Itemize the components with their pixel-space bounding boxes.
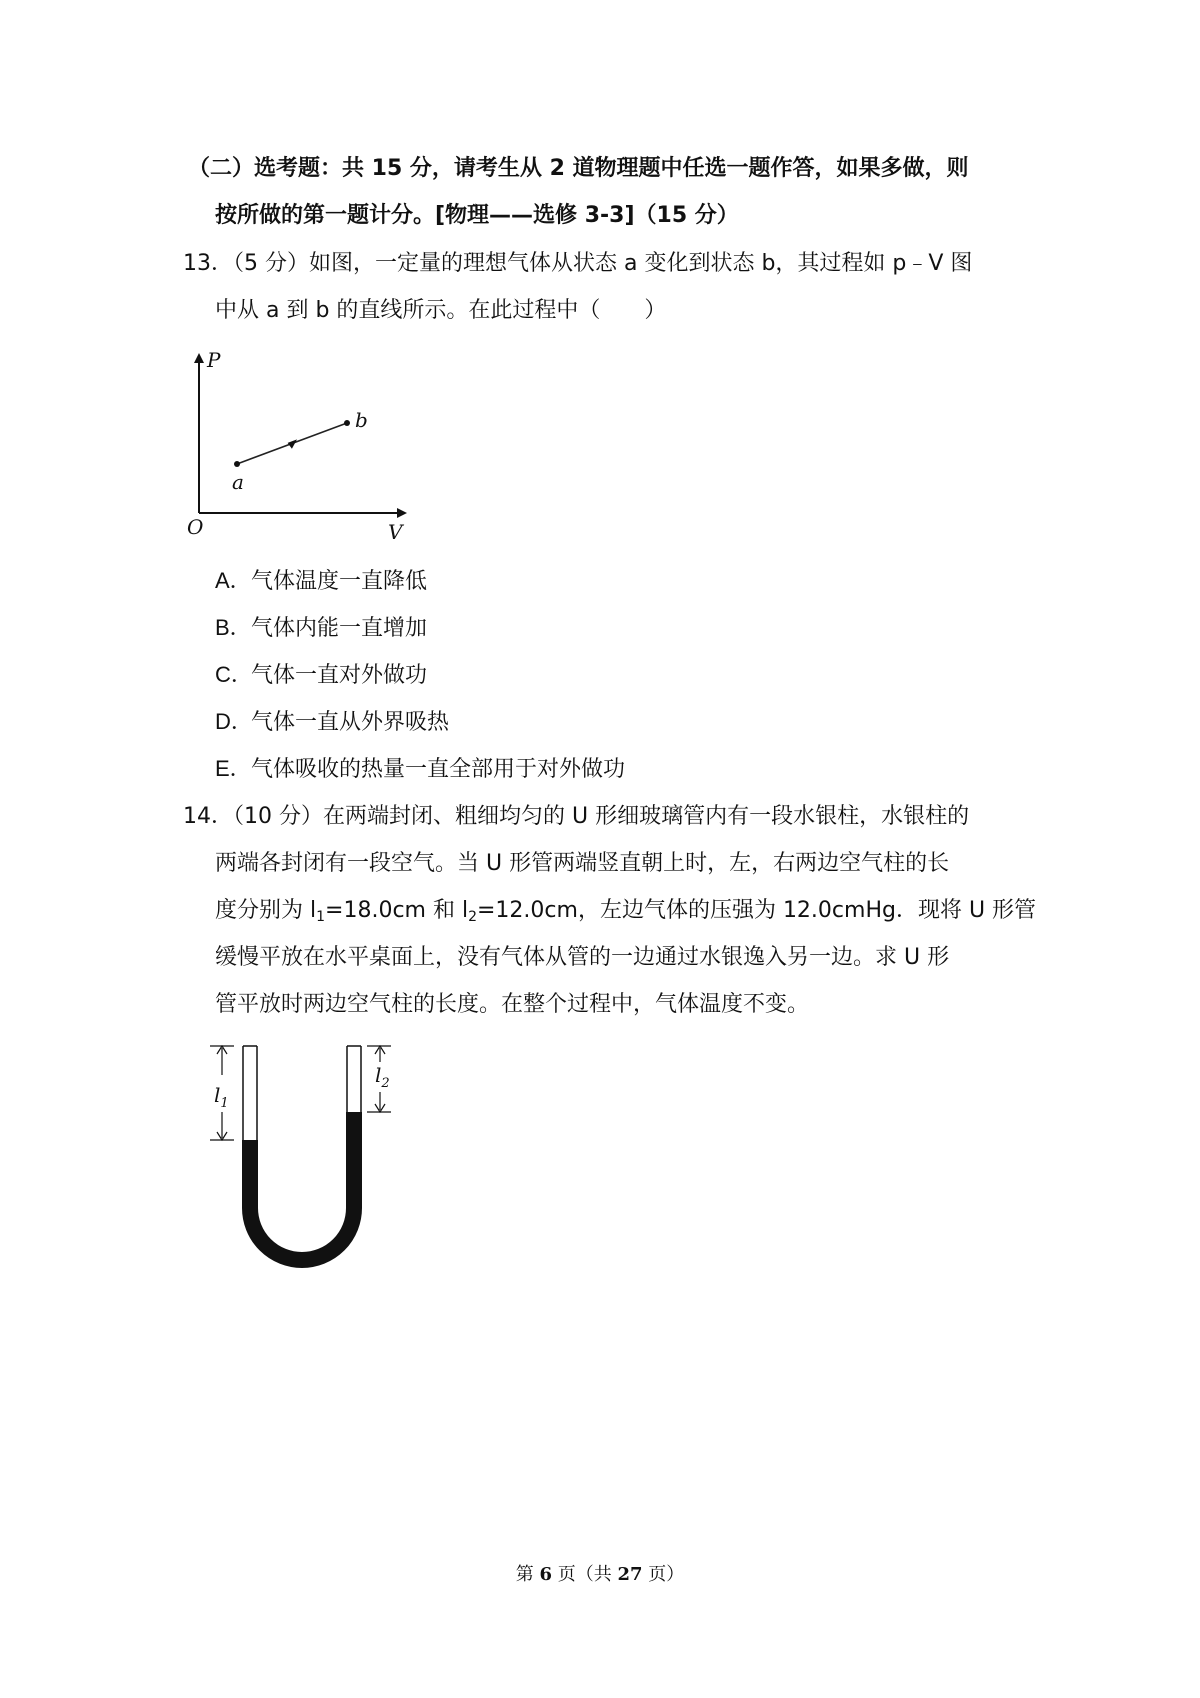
- option-c-letter: C．: [215, 662, 253, 687]
- footer-total-pages: 27: [617, 1564, 643, 1585]
- footer-post: 页）: [642, 1564, 685, 1585]
- option-a: [215, 566, 427, 597]
- u-tube-diagram: [195, 1040, 415, 1280]
- q14-l1-subscript: 1: [316, 909, 326, 925]
- q13-line2: 中从 a 到 b 的直线所示。在此过程中（ ）: [215, 298, 667, 323]
- q14-line4: 缓慢平放在水平桌面上，没有气体从管的一边通过水银逸入另一边。求 U 形: [215, 945, 950, 970]
- option-c-text: 气体一直对外做功: [251, 663, 428, 688]
- option-e-text: 气体吸收的热量一直全部用于对外做功: [251, 757, 626, 782]
- option-c: [215, 660, 427, 691]
- point-a-label: a: [232, 470, 244, 494]
- q14-line3-post: =12.0cm，左边气体的压强为 12.0cmHg．现将 U 形管: [477, 898, 1037, 923]
- x-axis-label: V: [388, 520, 403, 544]
- point-a: [234, 461, 240, 467]
- mercury-column: [250, 1112, 354, 1260]
- section-heading-line1: （二）选考题：共 15 分，请考生从 2 道物理题中任选一题作答，如果多做，则: [188, 156, 969, 181]
- q14-line5: 管平放时两边空气柱的长度。在整个过程中，气体温度不变。: [215, 992, 810, 1017]
- point-b-label: b: [355, 408, 368, 432]
- l2-label: $l_2$: [375, 1063, 390, 1091]
- origin-label: O: [187, 515, 204, 539]
- option-b-letter: B．: [215, 615, 252, 640]
- l1-label: $l_1$: [214, 1083, 229, 1111]
- q14-line2: 两端各封闭有一段空气。当 U 形管两端竖直朝上时，左，右两边空气柱的长: [215, 851, 950, 876]
- pv-diagram: [185, 345, 415, 545]
- footer-mid: 页（共: [552, 1564, 618, 1585]
- option-a-letter: A．: [215, 568, 252, 593]
- point-b: [344, 420, 350, 426]
- footer-page-number: 6: [539, 1564, 552, 1585]
- q14-line1: 14．（10 分）在两端封闭、粗细均匀的 U 形细玻璃管内有一段水银柱，水银柱的: [183, 804, 970, 829]
- y-axis-label: P: [207, 348, 221, 372]
- q14-l2-subscript: 2: [468, 909, 477, 925]
- q14-line3-pre: 度分别为 l: [215, 898, 317, 923]
- option-e-letter: E．: [215, 756, 252, 781]
- q13-line1: 13．（5 分）如图，一定量的理想气体从状态 a 变化到状态 b，其过程如 p﹣V 图: [183, 251, 973, 276]
- q14-line3-mid: =18.0cm 和 l: [325, 898, 469, 923]
- option-b-text: 气体内能一直增加: [251, 616, 428, 641]
- option-a-text: 气体温度一直降低: [251, 569, 428, 594]
- option-d-text: 气体一直从外界吸热: [251, 710, 450, 735]
- page-footer: [0, 1563, 1200, 1587]
- footer-pre: 第: [515, 1564, 540, 1585]
- option-e: [215, 754, 625, 785]
- option-d: [215, 707, 449, 738]
- q14-line3: [215, 896, 1036, 926]
- option-b: [215, 613, 427, 644]
- section-heading-line2: 按所做的第一题计分。[物理——选修 3-3]（15 分）: [215, 203, 739, 228]
- option-d-letter: D．: [215, 709, 253, 734]
